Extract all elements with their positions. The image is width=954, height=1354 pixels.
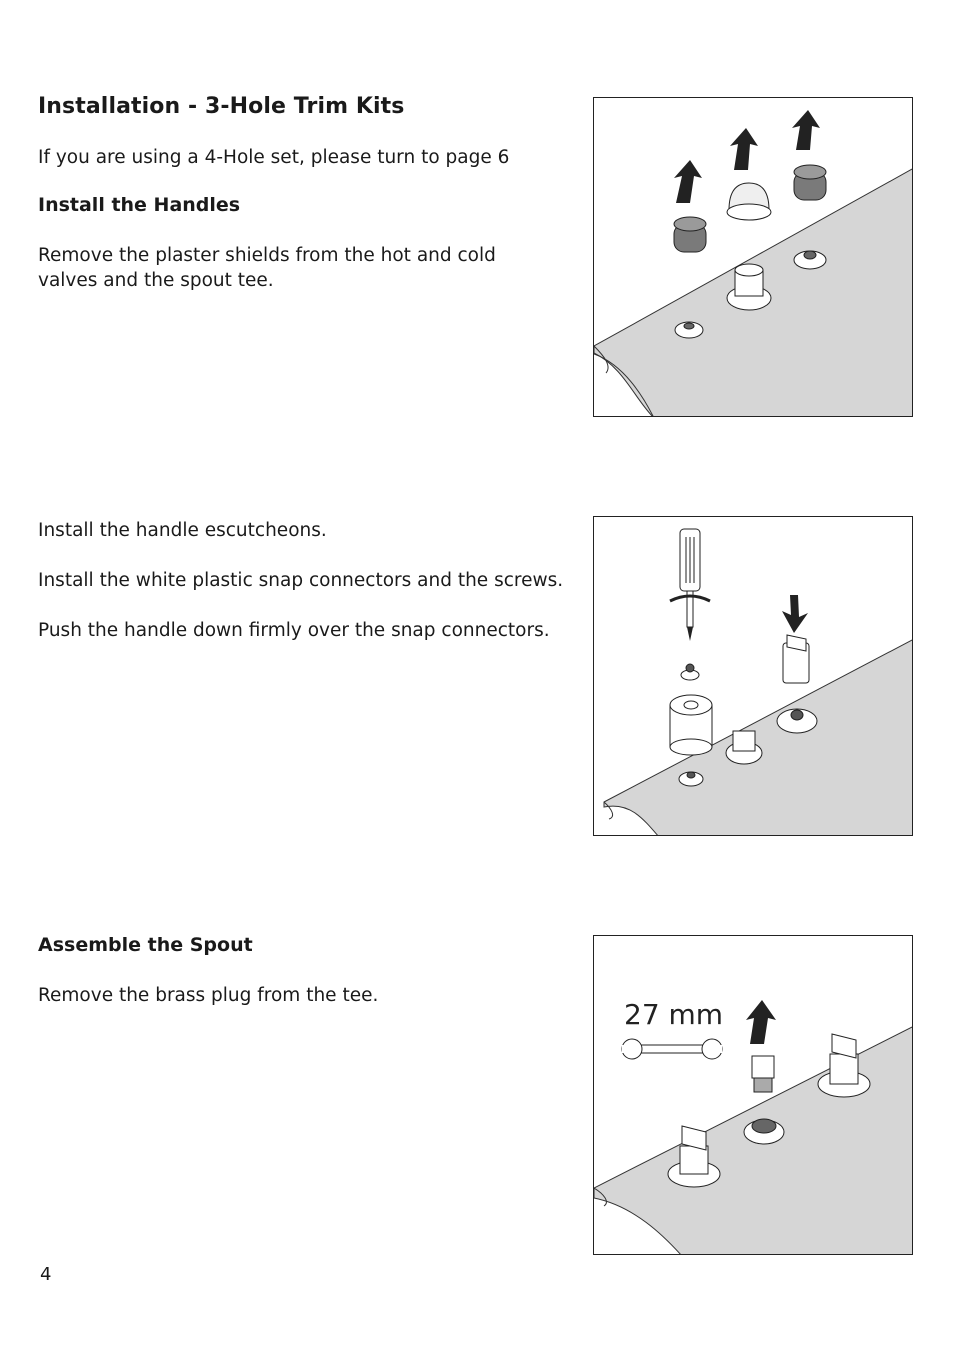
- wrench-size-label: 27 mm: [624, 998, 724, 1031]
- figure-remove-brass-plug: [593, 935, 913, 1255]
- remove-plaster-shields-text: Remove the plaster shields from the hot and cold valves and the spout tee.: [38, 245, 496, 291]
- install-escutcheons-text: Install the handle escutcheons.: [38, 520, 327, 541]
- page-title: Installation - 3-Hole Trim Kits: [38, 94, 405, 119]
- remove-brass-plug-text: Remove the brass plug from the tee.: [38, 985, 379, 1006]
- install-handles-heading: Install the Handles: [38, 194, 241, 216]
- figure-remove-shields: [593, 97, 913, 417]
- page-number: 4: [40, 1264, 52, 1285]
- wrench-icon: [622, 1039, 722, 1059]
- four-hole-note: If you are using a 4-Hole set, please turn to page 6: [38, 147, 510, 168]
- push-handle-text: Push the handle down firmly over the snap connectors.: [38, 620, 550, 641]
- figure-install-handles: [593, 516, 913, 836]
- assemble-spout-heading: Assemble the Spout: [38, 934, 253, 956]
- install-snap-connectors-text: Install the white plastic snap connectors and the screws.: [38, 570, 564, 591]
